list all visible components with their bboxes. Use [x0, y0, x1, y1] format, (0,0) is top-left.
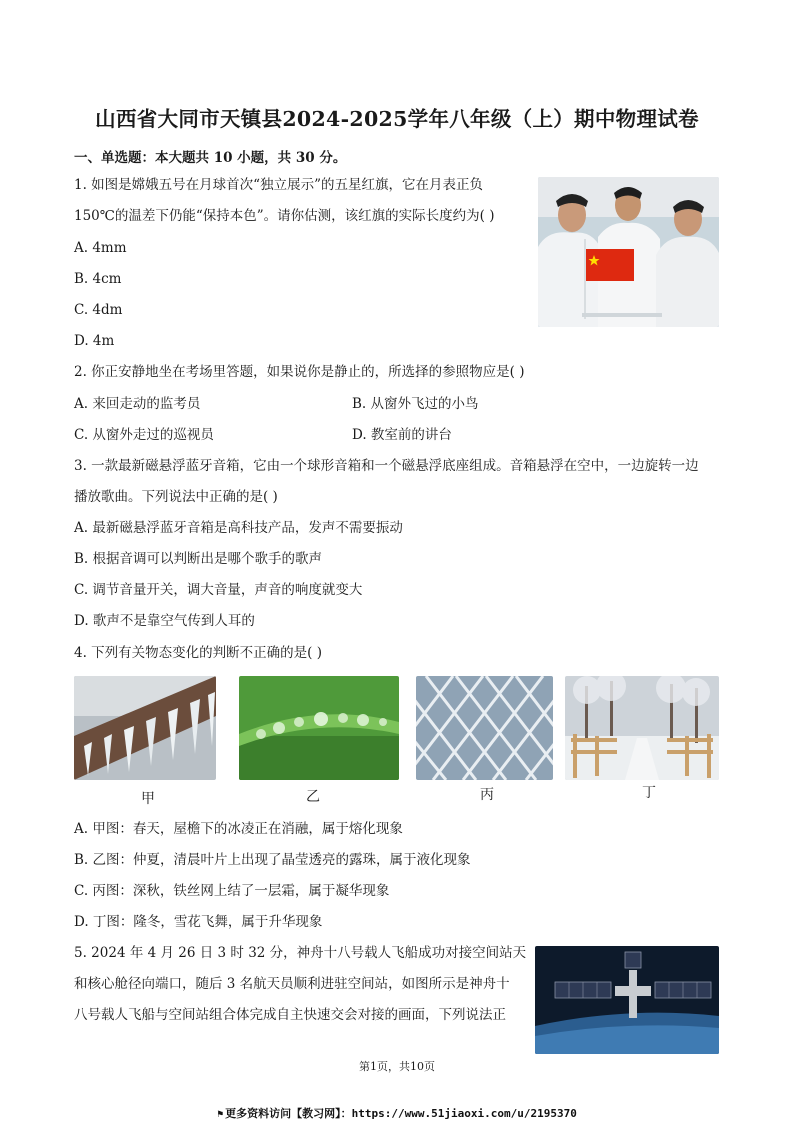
resource-link-bar[interactable]	[0, 1105, 794, 1121]
q4-stem: 4. 下列有关物态变化的判断不正确的是( )	[74, 645, 322, 661]
q5-stem-line1: 5. 2024 年 4 月 26 日 3 时 32 分，神舟十八号载人飞船成功对接空间站天	[74, 945, 527, 961]
dew-leaf-photo	[239, 676, 399, 780]
icicles-photo	[74, 676, 216, 780]
q3-stem-line2: 播放歌曲。下列说法中正确的是( )	[74, 489, 278, 505]
q4-option-d: D. 丁图：隆冬，雪花飞舞，属于升华现象	[74, 914, 323, 930]
q3-option-c: C. 调节音量开关，调大音量，声音的响度就变大	[74, 582, 363, 598]
q5-stem-line2: 和核心舱径向端口，随后 3 名航天员顺利进驻空间站，如图所示是神舟十	[74, 976, 510, 992]
q1-option-a: A. 4mm	[74, 240, 127, 256]
flag-icon: ⚑	[217, 1109, 224, 1120]
q2-stem: 2. 你正安静地坐在考场里答题，如果说你是静止的，所选择的参照物应是( )	[74, 364, 525, 380]
q1-option-c: C. 4dm	[74, 302, 123, 318]
caption-yi: 乙	[306, 789, 320, 805]
q1-option-d: D. 4m	[74, 333, 115, 349]
caption-ding: 丁	[642, 785, 656, 801]
q4-option-c: C. 丙图：深秋，铁丝网上结了一层霜，属于凝华现象	[74, 883, 390, 899]
exam-title: 山西省大同市天镇县2024-2025学年八年级（上）期中物理试卷	[95, 107, 699, 131]
page-footer: 第1页，共10页	[359, 1060, 435, 1073]
q2-option-b: B. 从窗外飞过的小鸟	[352, 396, 479, 412]
q2-option-a: A. 来回走动的监考员	[74, 396, 201, 412]
resource-link-text[interactable]: 更多资料访问【教习网】：https://www.51jiaoxi.com/u/2195370	[225, 1107, 577, 1120]
caption-jia: 甲	[141, 791, 155, 807]
scientists-flag-photo	[538, 177, 719, 327]
q2-option-c: C. 从窗外走过的巡视员	[74, 427, 214, 443]
q2-option-d: D. 教室前的讲台	[352, 427, 452, 443]
q1-stem-line1: 1. 如图是嫦娥五号在月球首次“独立展示”的五星红旗，它在月表正负	[74, 177, 483, 193]
q3-option-a: A. 最新磁悬浮蓝牙音箱是高科技产品，发声不需要振动	[74, 520, 403, 536]
section-heading-single-choice: 一、单选题：本大题共 10 小题，共 30 分。	[74, 150, 347, 166]
q4-option-a: A. 甲图：春天，屋檐下的冰凌正在消融，属于熔化现象	[74, 821, 403, 837]
q1-option-b: B. 4cm	[74, 271, 122, 287]
space-station-photo	[535, 946, 719, 1054]
q4-option-b: B. 乙图：仲夏，清晨叶片上出现了晶莹透亮的露珠，属于液化现象	[74, 852, 471, 868]
q1-stem-line2: 150℃的温差下仍能“保持本色”。请你估测，该红旗的实际长度约为( )	[74, 208, 495, 224]
q3-stem-line1: 3. 一款最新磁悬浮蓝牙音箱，它由一个球形音箱和一个磁悬浮底座组成。音箱悬浮在空中，一边旋转一边	[74, 458, 699, 474]
frost-fence-photo	[416, 676, 553, 780]
caption-bing: 丙	[480, 787, 494, 803]
q3-option-b: B. 根据音调可以判断出是哪个歌手的歌声	[74, 551, 323, 567]
snowy-park-photo	[565, 676, 719, 780]
q5-stem-line3: 八号载人飞船与空间站组合体完成自主快速交会对接的画面，下列说法正	[74, 1007, 506, 1023]
q3-option-d: D. 歌声不是靠空气传到人耳的	[74, 613, 255, 629]
